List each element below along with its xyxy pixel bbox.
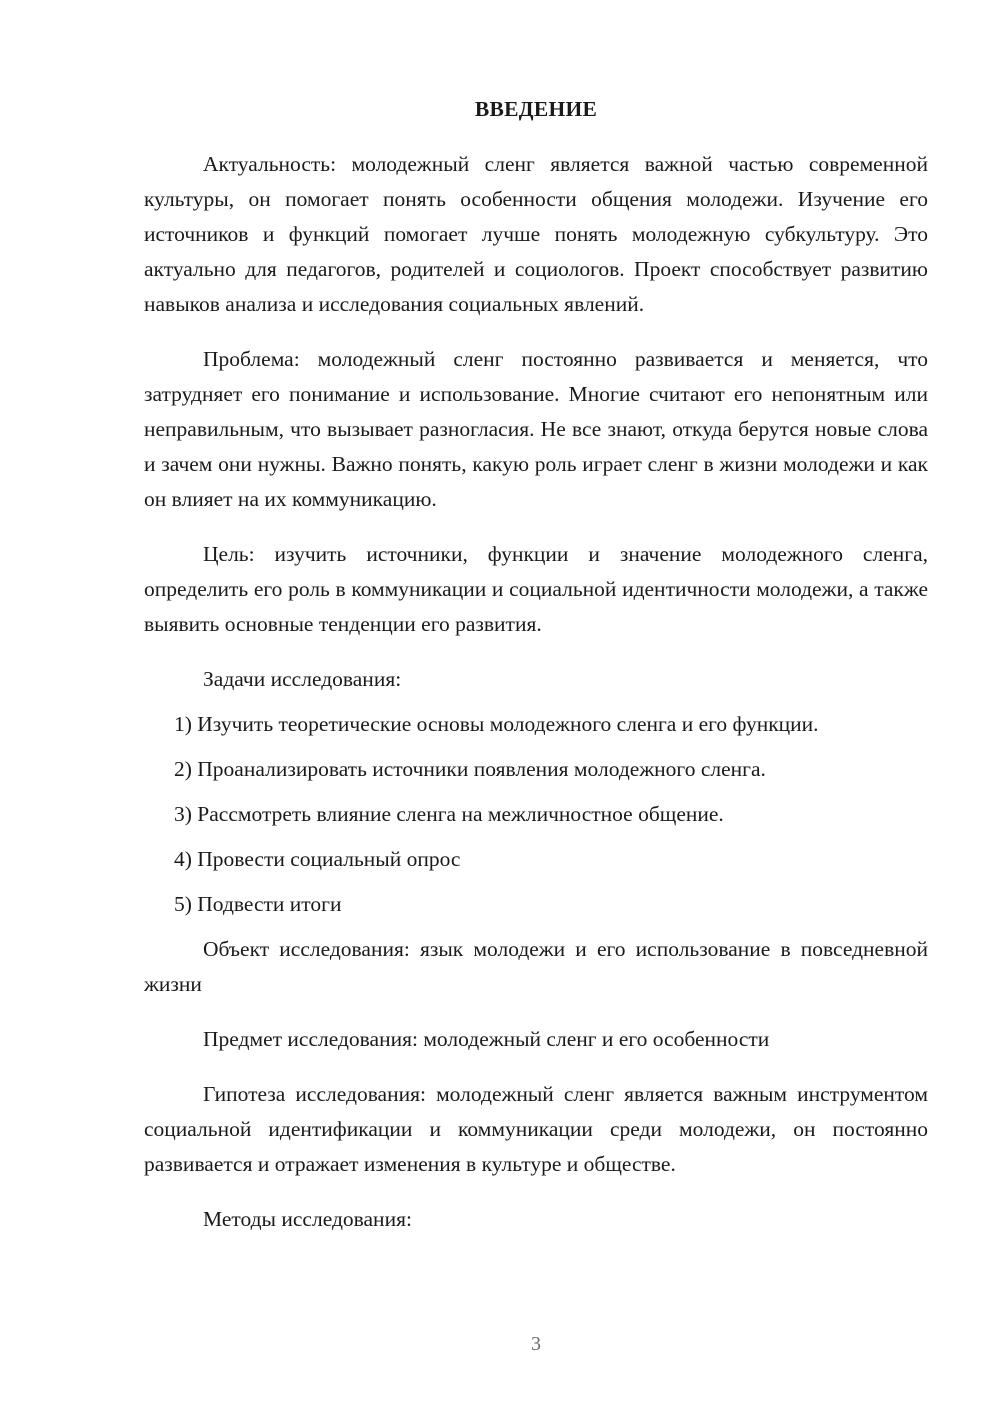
hypothesis-paragraph: Гипотеза исследования: молодежный сленг является важным инструментом социальной идентификации и коммуникации среди молодежи, он постоянно развивается и отражает изменения в культуре и обществе. xyxy=(144,1082,928,1176)
task-item: 4) Провести социальный опрос xyxy=(174,847,461,871)
relevance-paragraph: Актуальность: молодежный сленг является важной частью современной культуры, он помогает понять особенности общения молодежи. Изучение его источников и функций помогает лучше понять молодежную субкультуру. Это актуально для педагогов, родителей и социологов. Проект способствует развитию навыков анализа и исследования социальных явлений. xyxy=(144,152,928,316)
subject-paragraph: Предмет исследования: молодежный сленг и его особенности xyxy=(203,1027,770,1051)
problem-paragraph: Проблема: молодежный сленг постоянно развивается и меняется, что затрудняет его понимание и использование. Многие считают его непонятным или неправильным, что вызывает разногласия. Не все знают, откуда берутся новые слова и зачем они нужны. Важно понять, какую роль играет сленг в жизни молодежи и как он влияет на их коммуникацию. xyxy=(144,347,928,511)
section-title: ВВЕДЕНИЕ xyxy=(474,97,598,121)
page-content xyxy=(144,92,928,1257)
methods-heading: Методы исследования: xyxy=(203,1207,412,1231)
task-item: 3) Рассмотреть влияние сленга на межличностное общение. xyxy=(174,802,724,826)
task-item: 2) Проанализировать источники появления молодежного сленга. xyxy=(174,757,766,781)
task-item: 5) Подвести итоги xyxy=(174,892,342,916)
task-item: 1) Изучить теоретические основы молодежного сленга и его функции. xyxy=(174,712,819,736)
page-number: 3 xyxy=(531,1333,541,1355)
object-paragraph: Объект исследования: язык молодежи и его использование в повседневной жизни xyxy=(144,937,928,996)
tasks-list xyxy=(144,707,928,922)
goal-paragraph: Цель: изучить источники, функции и значение молодежного сленга, определить его роль в коммуникации и социальной идентичности молодежи, а также выявить основные тенденции его развития. xyxy=(144,542,928,636)
tasks-heading: Задачи исследования: xyxy=(203,667,402,691)
